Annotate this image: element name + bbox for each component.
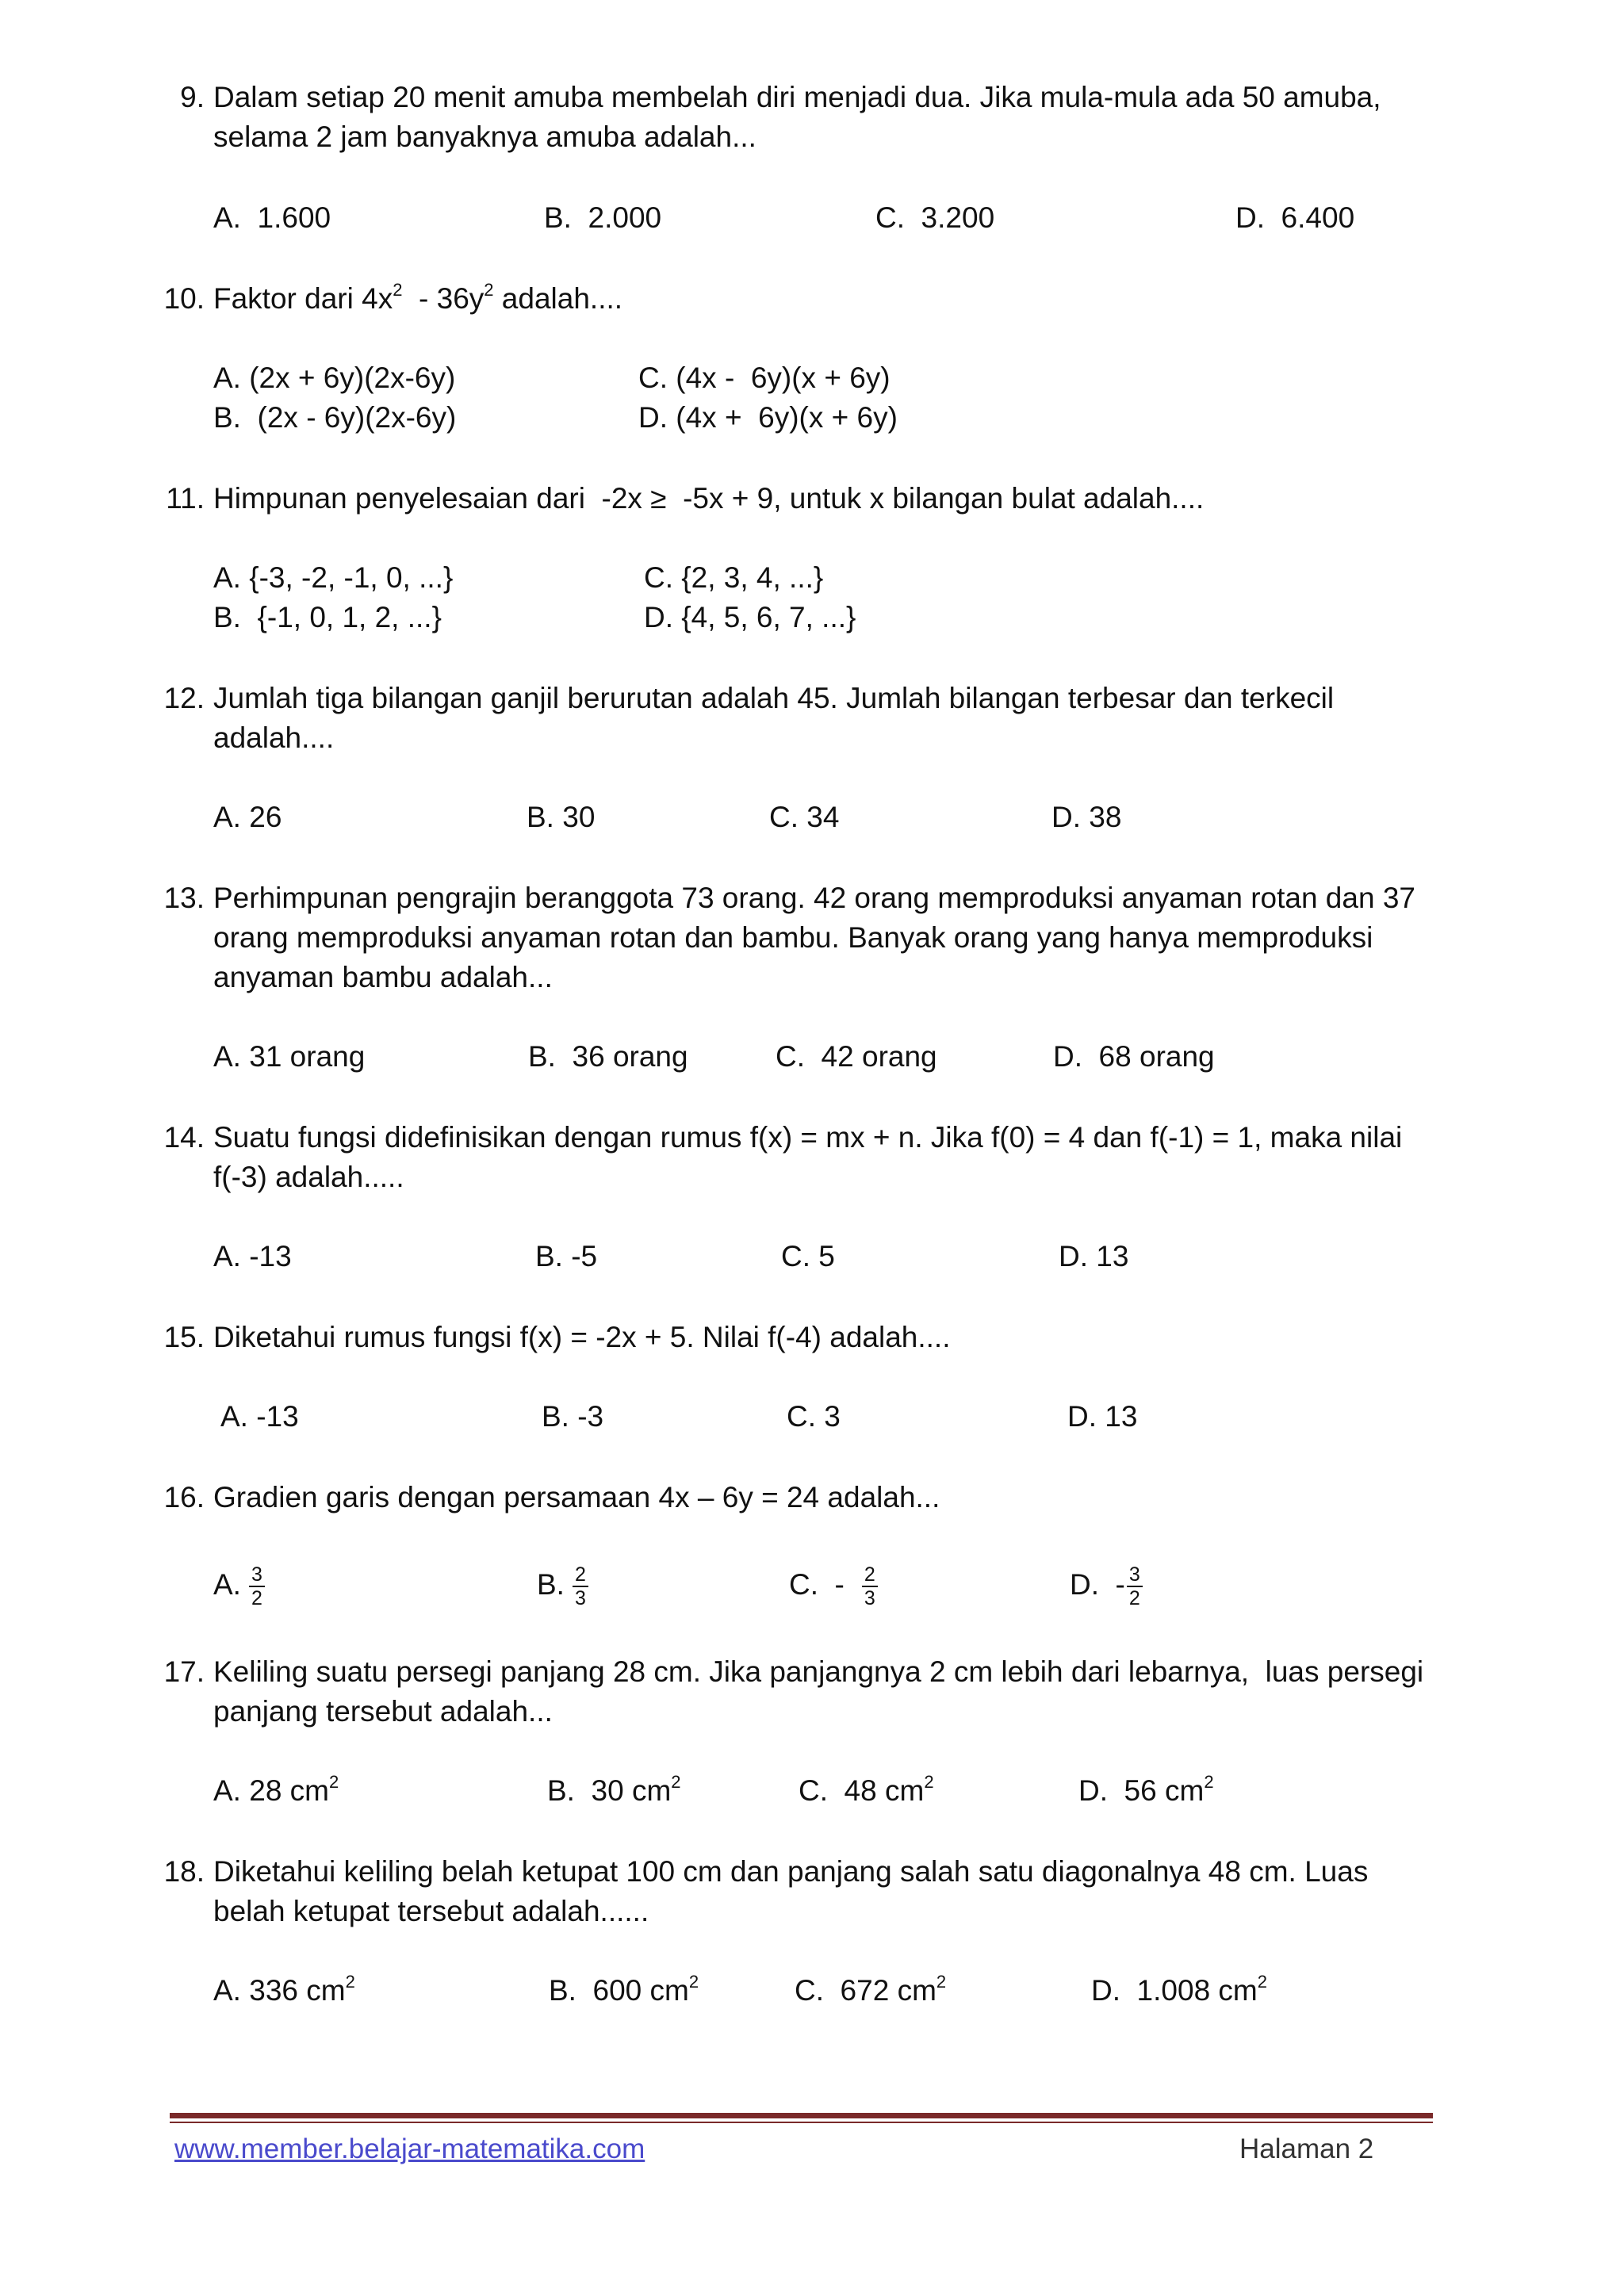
question-text: Gradien garis dengan persamaan 4x – 6y = 24 adalah... bbox=[213, 1481, 940, 1513]
question-text bbox=[213, 679, 1450, 758]
option-d: D. {4, 5, 6, 7, ...} bbox=[644, 601, 856, 633]
question-line: Perhimpunan pengrajin beranggota 73 orang. 42 orang memproduksi anyaman rotan dan 37 bbox=[213, 882, 1415, 914]
question-text bbox=[213, 1118, 1450, 1197]
option-text: A. 28 cm bbox=[213, 1774, 329, 1807]
denominator: 2 bbox=[251, 1587, 262, 1609]
question-number: 12. bbox=[163, 682, 205, 714]
question-text bbox=[213, 78, 1450, 157]
numerator: 3 bbox=[249, 1563, 265, 1587]
option-a bbox=[213, 1771, 339, 1811]
question-line: adalah.... bbox=[213, 721, 335, 754]
question-number: 10. bbox=[163, 282, 205, 315]
numerator: 2 bbox=[573, 1563, 588, 1587]
fraction bbox=[249, 1563, 265, 1609]
option-b: B. -3 bbox=[542, 1400, 604, 1433]
page-number: Halaman 2 bbox=[1239, 2133, 1374, 2164]
option-text: A. 336 cm bbox=[213, 1974, 346, 2007]
denominator: 3 bbox=[574, 1587, 586, 1609]
question-line: Jumlah tiga bilangan ganjil berurutan adalah 45. Jumlah bilangan terbesar dan terkecil bbox=[213, 682, 1335, 714]
option-a: A. 26 bbox=[213, 801, 282, 833]
option-d bbox=[1078, 1771, 1214, 1811]
option-b: B. 2.000 bbox=[544, 201, 662, 234]
option-text: D. 1.008 cm bbox=[1091, 1974, 1258, 2007]
stem-part: - 36y bbox=[402, 282, 485, 315]
question-text: Diketahui rumus fungsi f(x) = -2x + 5. Nilai f(-4) adalah.... bbox=[213, 1321, 951, 1353]
exponent: 2 bbox=[329, 1772, 339, 1792]
question-line: Keliling suatu persegi panjang 28 cm. Jika panjangnya 2 cm lebih dari lebarnya, luas persegi bbox=[213, 1655, 1424, 1688]
question-number: 14. bbox=[163, 1121, 205, 1154]
option-c bbox=[799, 1771, 934, 1811]
question-line: panjang tersebut adalah... bbox=[213, 1695, 553, 1728]
option-d bbox=[1091, 1971, 1267, 2011]
option-c: C. 34 bbox=[769, 801, 840, 833]
question-line: anyaman bambu adalah... bbox=[213, 961, 553, 993]
option-b: B. 36 orang bbox=[528, 1040, 688, 1073]
question-number: 13. bbox=[163, 882, 205, 914]
option-a: A. -13 bbox=[213, 1240, 292, 1272]
option-a: A. 1.600 bbox=[213, 201, 331, 234]
exponent: 2 bbox=[393, 280, 403, 300]
option-c: C. {2, 3, 4, ...} bbox=[644, 561, 824, 594]
option-b bbox=[549, 1971, 699, 2011]
denominator: 2 bbox=[1128, 1587, 1140, 1609]
option-d: D. 68 orang bbox=[1053, 1040, 1215, 1073]
option-d bbox=[1070, 1563, 1143, 1609]
option-label: A. bbox=[213, 1567, 241, 1601]
exponent: 2 bbox=[671, 1772, 681, 1792]
option-b: B. 30 bbox=[527, 801, 596, 833]
option-text: C. 672 cm bbox=[795, 1974, 936, 2007]
question-line: Dalam setiap 20 menit amuba membelah diri menjadi dua. Jika mula-mula ada 50 amuba, bbox=[213, 81, 1381, 113]
question-text bbox=[213, 279, 1450, 319]
option-c bbox=[795, 1971, 946, 2011]
option-label: C. - bbox=[789, 1567, 845, 1601]
option-d: D. 38 bbox=[1051, 801, 1122, 833]
exponent: 2 bbox=[484, 280, 494, 300]
question-number: 17. bbox=[163, 1655, 205, 1688]
question-line: orang memproduksi anyaman rotan dan bambu. Banyak orang yang hanya memproduksi bbox=[213, 921, 1373, 954]
question-line: Diketahui keliling belah ketupat 100 cm dan panjang salah satu diagonalnya 48 cm. Luas bbox=[213, 1855, 1369, 1888]
question-number: 16. bbox=[163, 1481, 205, 1513]
fraction bbox=[573, 1563, 588, 1609]
option-b: B. (2x - 6y)(2x-6y) bbox=[213, 401, 457, 434]
question-text bbox=[213, 878, 1450, 997]
option-c: C. (4x - 6y)(x + 6y) bbox=[638, 362, 891, 394]
option-text: B. 30 cm bbox=[547, 1774, 672, 1807]
exponent: 2 bbox=[345, 1972, 355, 1992]
option-c: C. 3 bbox=[787, 1400, 841, 1433]
footer-divider bbox=[170, 2113, 1433, 2118]
fraction bbox=[862, 1563, 878, 1609]
numerator: 2 bbox=[862, 1563, 878, 1587]
option-c: C. 42 orang bbox=[776, 1040, 937, 1073]
exponent: 2 bbox=[1204, 1772, 1214, 1792]
exponent: 2 bbox=[936, 1972, 947, 1992]
option-a: A. -13 bbox=[220, 1400, 299, 1433]
option-b bbox=[537, 1563, 588, 1609]
option-a: A. {-3, -2, -1, 0, ...} bbox=[213, 561, 454, 594]
question-text bbox=[213, 1652, 1450, 1732]
option-d: D. 13 bbox=[1059, 1240, 1129, 1272]
question-number: 18. bbox=[163, 1855, 205, 1888]
option-b: B. {-1, 0, 1, 2, ...} bbox=[213, 601, 442, 633]
exponent: 2 bbox=[688, 1972, 699, 1992]
question-number: 15. bbox=[163, 1321, 205, 1353]
option-d: D. 6.400 bbox=[1235, 201, 1355, 234]
question-text: Himpunan penyelesaian dari -2x ≥ -5x + 9, untuk x bilangan bulat adalah.... bbox=[213, 482, 1205, 515]
question-number: 9. bbox=[180, 81, 205, 113]
question-line: f(-3) adalah..... bbox=[213, 1161, 404, 1193]
option-a bbox=[213, 1563, 265, 1609]
exponent: 2 bbox=[924, 1772, 934, 1792]
question-text bbox=[213, 1852, 1450, 1931]
question-line: Suatu fungsi didefinisikan dengan rumus f(x) = mx + n. Jika f(0) = 4 dan f(-1) = 1, maka nilai bbox=[213, 1121, 1403, 1154]
option-label: D. - bbox=[1070, 1567, 1125, 1601]
option-a bbox=[213, 1971, 355, 2011]
option-c bbox=[789, 1563, 878, 1609]
option-d: D. (4x + 6y)(x + 6y) bbox=[638, 401, 898, 434]
stem-part: adalah.... bbox=[493, 282, 623, 315]
question-number: 11. bbox=[166, 482, 205, 515]
option-text: B. 600 cm bbox=[549, 1974, 689, 2007]
option-b: B. -5 bbox=[535, 1240, 598, 1272]
fraction bbox=[1127, 1563, 1143, 1609]
numerator: 3 bbox=[1127, 1563, 1143, 1587]
option-c: C. 3.200 bbox=[875, 201, 995, 234]
option-d: D. 13 bbox=[1067, 1400, 1138, 1433]
option-c: C. 5 bbox=[781, 1240, 835, 1272]
exponent: 2 bbox=[1257, 1972, 1268, 1992]
stem-part: Faktor dari 4x bbox=[213, 282, 393, 315]
footer-divider-thin bbox=[170, 2122, 1433, 2123]
option-b bbox=[547, 1771, 681, 1811]
question-line: selama 2 jam banyaknya amuba adalah... bbox=[213, 121, 756, 153]
option-label: B. bbox=[537, 1567, 565, 1601]
question-line: belah ketupat tersebut adalah...... bbox=[213, 1895, 649, 1927]
option-a: A. 31 orang bbox=[213, 1040, 366, 1073]
option-text: D. 56 cm bbox=[1078, 1774, 1205, 1807]
denominator: 3 bbox=[864, 1587, 875, 1609]
option-a: A. (2x + 6y)(2x-6y) bbox=[213, 362, 456, 394]
option-text: C. 48 cm bbox=[799, 1774, 925, 1807]
website-link[interactable]: www.member.belajar-matematika.com bbox=[174, 2133, 645, 2164]
